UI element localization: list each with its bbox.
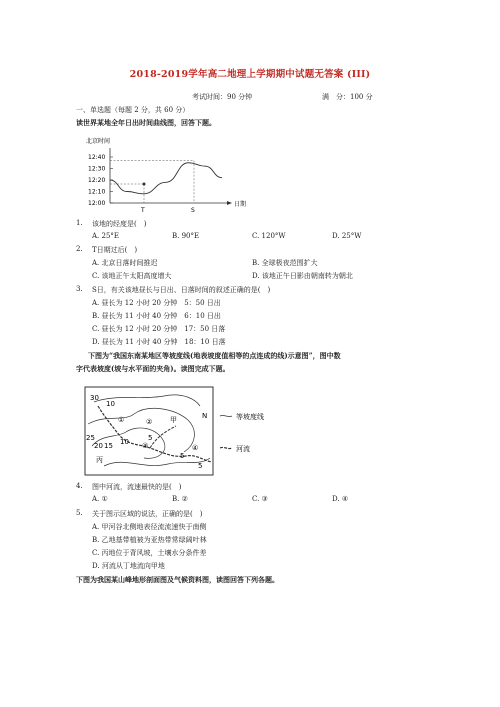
map-number: 20 — [94, 442, 103, 450]
q3-number: 3. — [76, 285, 83, 293]
q2-option-d: D. 该地正午日影由朝南转为朝北 — [252, 272, 353, 280]
q3-stem: S日，有关该地昼长与日出、日落时间的叙述正确的是( ) — [92, 286, 271, 294]
intro-text-2b: 字代表坡度(坡与水平面的夹角)。读图完成下题。 — [76, 364, 230, 373]
y-tick-label: 12:40 — [88, 154, 106, 161]
sunrise-curve — [110, 163, 222, 194]
intro-text-1: 读世界某地全年日出时间曲线图，回答下题。 — [76, 118, 216, 127]
legend-contour-label: 等坡度线 — [236, 413, 264, 421]
jia-label: 甲 — [170, 416, 177, 424]
river-branch — [150, 426, 176, 448]
full-score: 满 分：100 分 — [322, 93, 373, 101]
q3-option-d: D. 昼长为 11 小时 40 分钟 18：10 日落 — [92, 338, 226, 346]
point-t — [143, 183, 146, 186]
q4-option-b: B. ② — [172, 495, 188, 503]
q5-option-d: D. 河流从丁地流向甲地 — [92, 562, 165, 570]
legend-river-symbol — [220, 447, 232, 448]
q4-option-c: C. ③ — [252, 495, 268, 503]
q3-option-b: B. 昼长为 11 小时 40 分钟 6：10 日出 — [92, 312, 221, 320]
river-line — [98, 406, 212, 462]
circle-label-4: ④ — [192, 444, 199, 452]
legend-contour-symbol — [220, 415, 232, 416]
map-number: 15 — [104, 442, 113, 450]
circle-label-1: ① — [118, 416, 125, 424]
q2-option-c: C. 该地正午太阳高度增大 — [92, 272, 172, 280]
y-tick-label: 12:10 — [88, 188, 106, 196]
contour-line — [104, 458, 210, 466]
north-label: N — [202, 412, 208, 420]
q4-option-d: D. ④ — [332, 495, 349, 503]
x-mark-s: S — [191, 207, 195, 213]
q2-stem: T日期过后( ) — [92, 246, 138, 254]
x-axis-arrow — [227, 201, 232, 205]
doc-title: 2018-2019学年高二地理上学期期中试题无答案 (III) — [129, 69, 371, 80]
q5-option-b: B. 乙地基带植被为亚热带常绿阔叶林 — [92, 536, 207, 544]
q1-number: 1. — [76, 219, 83, 227]
map-number: 10 — [106, 400, 115, 408]
q2-option-a: A. 北京日落时间推迟 — [92, 259, 158, 267]
exam-time: 考试时间：90 分钟 — [192, 93, 253, 101]
map-number: 30 — [90, 394, 99, 402]
q5-number: 5. — [76, 509, 83, 517]
section-heading: 一、单选题（每题 2 分，共 60 分） — [76, 106, 190, 114]
circle-label-3: ③ — [142, 442, 149, 450]
intro-text-2a: 下图为“我国东南某地区等坡度线(地表坡度值相等的点连成的线)示意图”，图中数 — [88, 351, 341, 360]
q1-stem: 该地的经度是( ) — [92, 220, 147, 228]
q1-option-c: C. 120°W — [252, 232, 286, 240]
map-number: 5 — [180, 452, 185, 460]
q5-stem: 关于图示区域的说法，正确的是( ) — [92, 510, 203, 518]
q5-option-c: C. 丙地位于背风坡，土壤水分条件差 — [92, 549, 207, 557]
q4-stem: 图中河流，流速最快的是( ) — [92, 483, 182, 491]
intro-text-3: 下图为我国某山峰地形剖面图及气候资料图，读图回答下列各题。 — [76, 575, 279, 584]
map-number: 5 — [198, 462, 203, 470]
q1-option-d: D. 25°W — [332, 232, 362, 240]
map-number: 10 — [120, 438, 129, 446]
q2-number: 2. — [76, 245, 83, 253]
slope-map — [84, 386, 284, 478]
q1-option-b: B. 90°E — [172, 232, 200, 240]
sunrise-chart — [82, 133, 257, 213]
q3-option-a: A. 昼长为 12 小时 20 分钟 5：50 日出 — [92, 299, 221, 307]
y-tick-label: 12:20 — [88, 177, 106, 184]
q3-option-c: C. 昼长为 12 小时 20 分钟 17：50 日落 — [92, 325, 226, 333]
legend-river-label: 河流 — [236, 445, 250, 453]
y-tick-label: 12:00 — [88, 200, 106, 207]
y-tick-label: 12:30 — [88, 165, 106, 173]
q5-option-a: A. 甲河谷北侧地表径流流速快于南侧 — [92, 523, 207, 531]
bing-label: 丙 — [96, 456, 103, 464]
q4-number: 4. — [76, 482, 83, 490]
circle-label-2: ② — [146, 418, 153, 426]
chart-ylabel: 北京时间 — [86, 138, 111, 145]
x-mark-t: T — [141, 207, 145, 213]
q2-option-b: B. 全球极夜范围扩大 — [252, 259, 318, 267]
map-number: 25 — [86, 434, 95, 442]
q4-option-a: A. ① — [92, 495, 108, 503]
chart-xlabel: 日期 — [234, 201, 247, 208]
map-number: 5 — [148, 434, 153, 442]
q1-option-a: A. 25°E — [92, 232, 120, 240]
